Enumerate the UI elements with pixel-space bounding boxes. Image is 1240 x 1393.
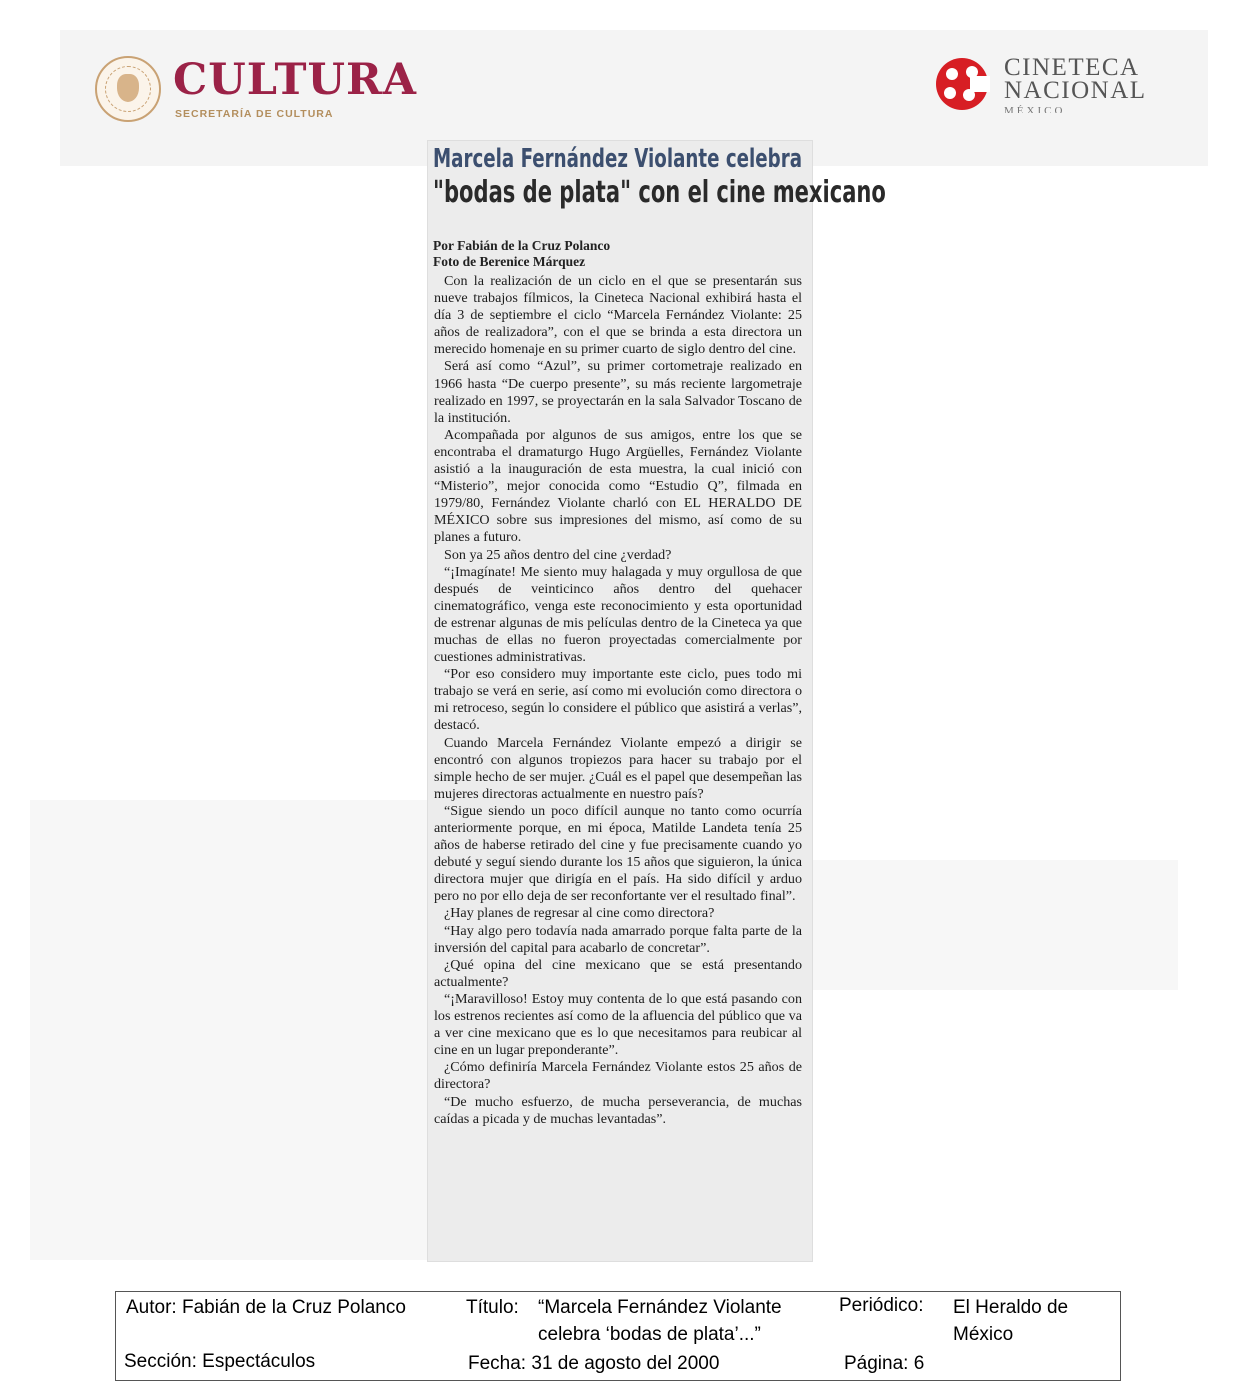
mexican-coat-of-arms-seal-icon bbox=[95, 56, 161, 122]
periodico-value bbox=[953, 1294, 1068, 1348]
cineteca-line2: NACIONAL bbox=[1004, 77, 1147, 104]
titulo-label: Título: bbox=[466, 1297, 519, 1318]
cineteca-line1: CINETECA bbox=[1004, 54, 1140, 81]
seccion-value: Espectáculos bbox=[202, 1351, 316, 1372]
titulo-value-line1: “Marcela Fernández Violante bbox=[538, 1297, 782, 1318]
cineteca-line3: MÉXICO bbox=[1004, 105, 1066, 113]
scan-background-right bbox=[812, 860, 1178, 990]
photo-credit: Foto de Berenice Márquez bbox=[433, 254, 586, 269]
seccion-field bbox=[124, 1348, 315, 1375]
article-paragraph: Acompañada por algunos de sus amigos, entre los que se encontraba el dramaturgo Hugo Argüelles, Fernández Violante asistió a la inauguración de esta muestra, la cual inició con “Misterio”, mejor conocida como “Estudio Q”, filmada en 1979/80, Fernández Violante charló con EL HERALDO DE MÉXICO sobre sus impresiones del mismo, así como de su planes a futuro. bbox=[434, 426, 802, 546]
article-body bbox=[434, 273, 802, 1128]
pagina-field bbox=[844, 1350, 924, 1377]
article-paragraph: “Hay algo pero todavía nada amarrado porque falta parte de la inversión del capital para acabarlo de concretar”. bbox=[434, 922, 802, 956]
cineteca-logo bbox=[936, 56, 1147, 113]
autor-label: Autor: bbox=[126, 1297, 177, 1318]
byline: Por Fabián de la Cruz Polanco bbox=[433, 238, 611, 253]
article-paragraph: Con la realización de un ciclo en el que se presentarán sus nueve trabajos fílmicos, la Cineteca Nacional exhibirá hasta el día 3 de septiembre el ciclo “Marcela Fernández Violante: 25 años de realizadora”, con el que se brinda a esta directora un merecido homenaje en su primer cuarto de siglo dentro del cine. bbox=[434, 273, 802, 358]
fecha-label: Fecha: bbox=[468, 1353, 527, 1374]
headline-line2: "bodas de plata" con el cine mexicano bbox=[433, 175, 886, 210]
article-paragraph: Será así como “Azul”, su primer cortometraje realizado en 1966 hasta “De cuerpo presente”, su más reciente largometraje realizado en 1997, se proyectarán en la sala Salvador Toscano de la institución. bbox=[434, 358, 802, 426]
article-question: ¿Qué opina del cine mexicano que se está presentando actualmente? bbox=[434, 956, 802, 990]
article-paragraph: “¡Maravilloso! Estoy muy contenta de lo que está pasando con los estrenos recientes así como de la afluencia del público que va a ver cine mexicano que es lo que necesitamos para reubicar al cine en un lugar preponderante”. bbox=[434, 990, 802, 1059]
periodico-value-line1: El Heraldo de bbox=[953, 1297, 1069, 1318]
cultura-subtitle: SECRETARÍA DE CULTURA bbox=[175, 108, 334, 120]
autor-field bbox=[126, 1294, 406, 1321]
autor-value: Fabián de la Cruz Polanco bbox=[181, 1297, 406, 1318]
seccion-label: Sección: bbox=[124, 1351, 197, 1372]
cultura-logo bbox=[95, 56, 417, 122]
pagina-label: Página: bbox=[844, 1353, 909, 1374]
fecha-value: 31 de agosto del 2000 bbox=[531, 1353, 720, 1374]
article-question: ¿Hay planes de regresar al cine como directora? bbox=[444, 905, 715, 922]
scan-background-left bbox=[30, 800, 430, 1260]
article-paragraph: “¡Imagínate! Me siento muy halagada y muy orgullosa de que después de veinticinco años dentro del quehacer cinematográfico, venga este reconocimiento y esta oportunidad de estrenar algunas de mis películas dentro de la Cineteca ya que muchas de ellas no fueron proyectadas comercialmente por cuestiones administrativas. bbox=[434, 563, 802, 666]
headline-line1: Marcela Fernández Violante celebra bbox=[433, 144, 803, 174]
metadata-box bbox=[115, 1291, 1121, 1381]
article-paragraph: Cuando Marcela Fernández Violante empezó a dirigir se encontró con algunos tropiezos para hacer su trabajo por el simple hecho de ser mujer. ¿Cuál es el papel que desempeñan las mujeres directoras actualmente en nuestro país? bbox=[434, 734, 802, 802]
article-paragraph: “Por eso considero muy importante este ciclo, pues todo mi trabajo se verá en serie, así como mi evolución como directora o mi retroceso, según lo considere el público que asistirá a verlas”, destacó. bbox=[434, 666, 802, 734]
article-paragraph: “Sigue siendo un poco difícil aunque no tanto como ocurría anteriormente porque, en mi época, Matilde Landeta tenía 25 años de haberse retirado del cine y fue precisamente cuando yo debuté y seguí siendo durante los 15 años que siguieron, la única directora mujer que dirigía en el país. Ha sido difícil y arduo pero no por ello deja de ser reconfortante ver el resultado final”. bbox=[434, 802, 802, 905]
titulo-value bbox=[538, 1294, 782, 1348]
article-question: ¿Cómo definiría Marcela Fernández Violante estos 25 años de directora? bbox=[434, 1059, 802, 1093]
cultura-title: CULTURA bbox=[173, 55, 418, 105]
fecha-field bbox=[468, 1350, 719, 1377]
byline-block bbox=[433, 238, 803, 270]
article-headline bbox=[433, 142, 886, 210]
periodico-value-line2: México bbox=[953, 1324, 1014, 1345]
pagina-value: 6 bbox=[913, 1353, 925, 1374]
article-question: Son ya 25 años dentro del cine ¿verdad? bbox=[444, 546, 672, 563]
periodico-label: Periódico: bbox=[839, 1295, 924, 1316]
film-reel-icon bbox=[936, 58, 988, 110]
article-paragraph: “De mucho esfuerzo, de mucha perseverancia, de muchas caídas a picada y de muchas levantadas”. bbox=[434, 1093, 802, 1127]
titulo-value-line2: celebra ‘bodas de plata’...” bbox=[538, 1324, 761, 1345]
